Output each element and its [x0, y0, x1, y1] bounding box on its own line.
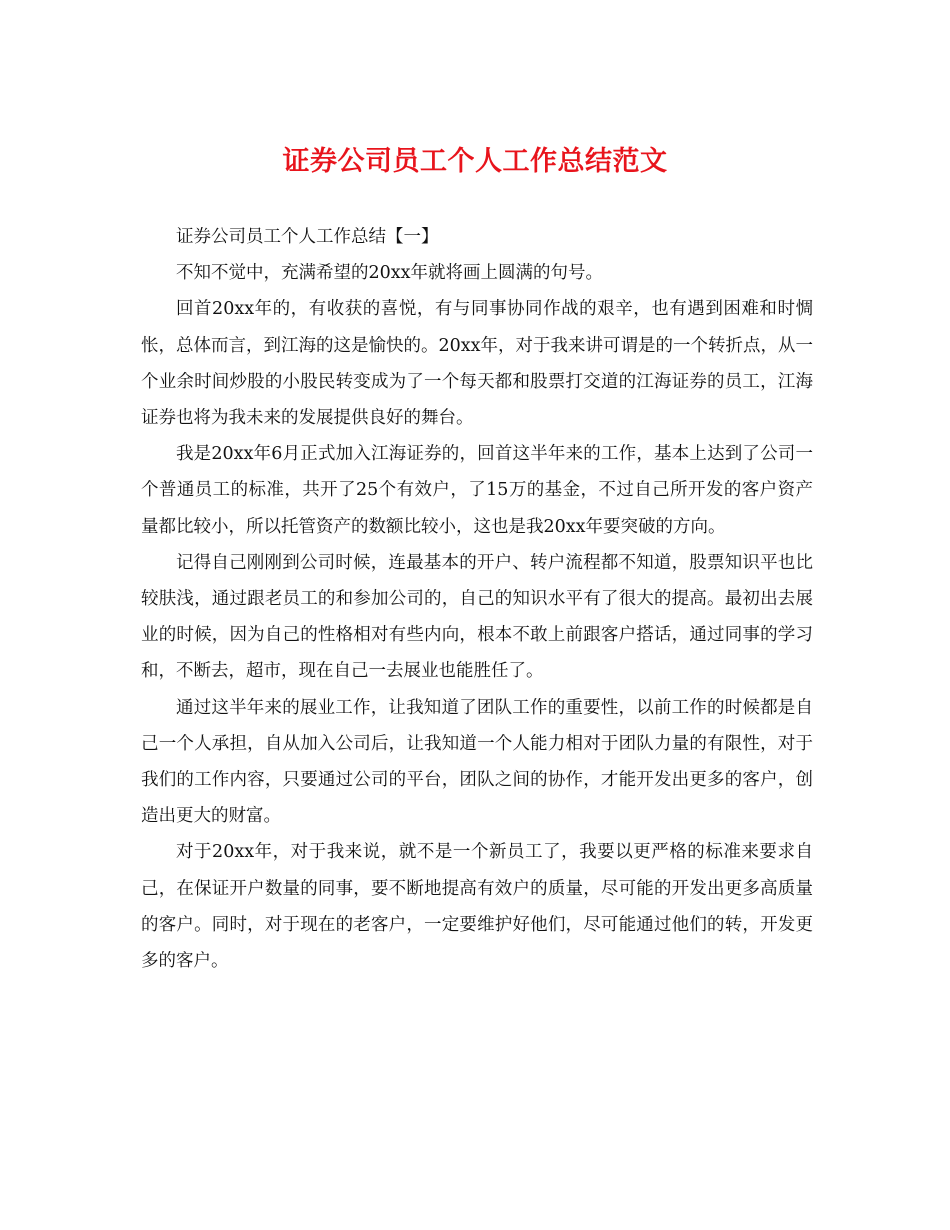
- document-body: [141, 219, 813, 979]
- paragraph-1: 不知不觉中，充满希望的20xx年就将画上圆满的句号。: [176, 263, 604, 284]
- paragraph-5: 通过这半年来的展业工作，让我知道了团队工作的重要性，以前工作的时候都是自己一个人承担，自从加入公司后，让我知道一个人能力相对于团队力量的有限性，对于我们的工作内容，只要通过公司的平台，团队之间的协作，才能开发出更多的客户，创造出更大的财富。: [141, 697, 813, 827]
- paragraph-2: 回首20xx年的，有收获的喜悦，有与同事协同作战的艰辛，也有遇到困难和时惆怅，总体而言，到江海的这是愉快的。20xx年，对于我来讲可谓是的一个转折点，从一个业余时间炒股的小股民转变成为了一个每天都和股票打交道的江海证券的员工，江海证券也将为我未来的发展提供良好的舞台。: [141, 299, 814, 429]
- section-heading: 证券公司员工个人工作总结【一】: [176, 227, 439, 247]
- paragraph-4: 记得自己刚刚到公司时候，连最基本的开户、转户流程都不知道，股票知识平也比较肤浅，通过跟老员工的和参加公司的，自己的知识水平有了很大的提高。最初出去展业的时候，因为自己的性格相对有些内向，根本不敢上前跟客户搭话，通过同事的学习和，不断去，超市，现在自己一去展业也能胜任了。: [141, 552, 813, 682]
- paragraph-3: 我是20xx年6月正式加入江海证券的，回首这半年来的工作，基本上达到了公司一个普通员工的标准，共开了25个有效户，了15万的基金，不过自己所开发的客户资产量都比较小，所以托管资产的数额比较小，这也是我20xx年要突破的方向。: [141, 444, 813, 537]
- paragraph-6: 对于20xx年，对于我来说，就不是一个新员工了，我要以更严格的标准来要求自己，在保证开户数量的同事，要不断地提高有效户的质量，尽可能的开发出更多高质量的客户。同时，对于现在的老客户，一定要维护好他们，尽可能通过他们的转，开发更多的客户。: [141, 842, 813, 972]
- document-title: 证券公司员工个人工作总结范文: [282, 146, 668, 177]
